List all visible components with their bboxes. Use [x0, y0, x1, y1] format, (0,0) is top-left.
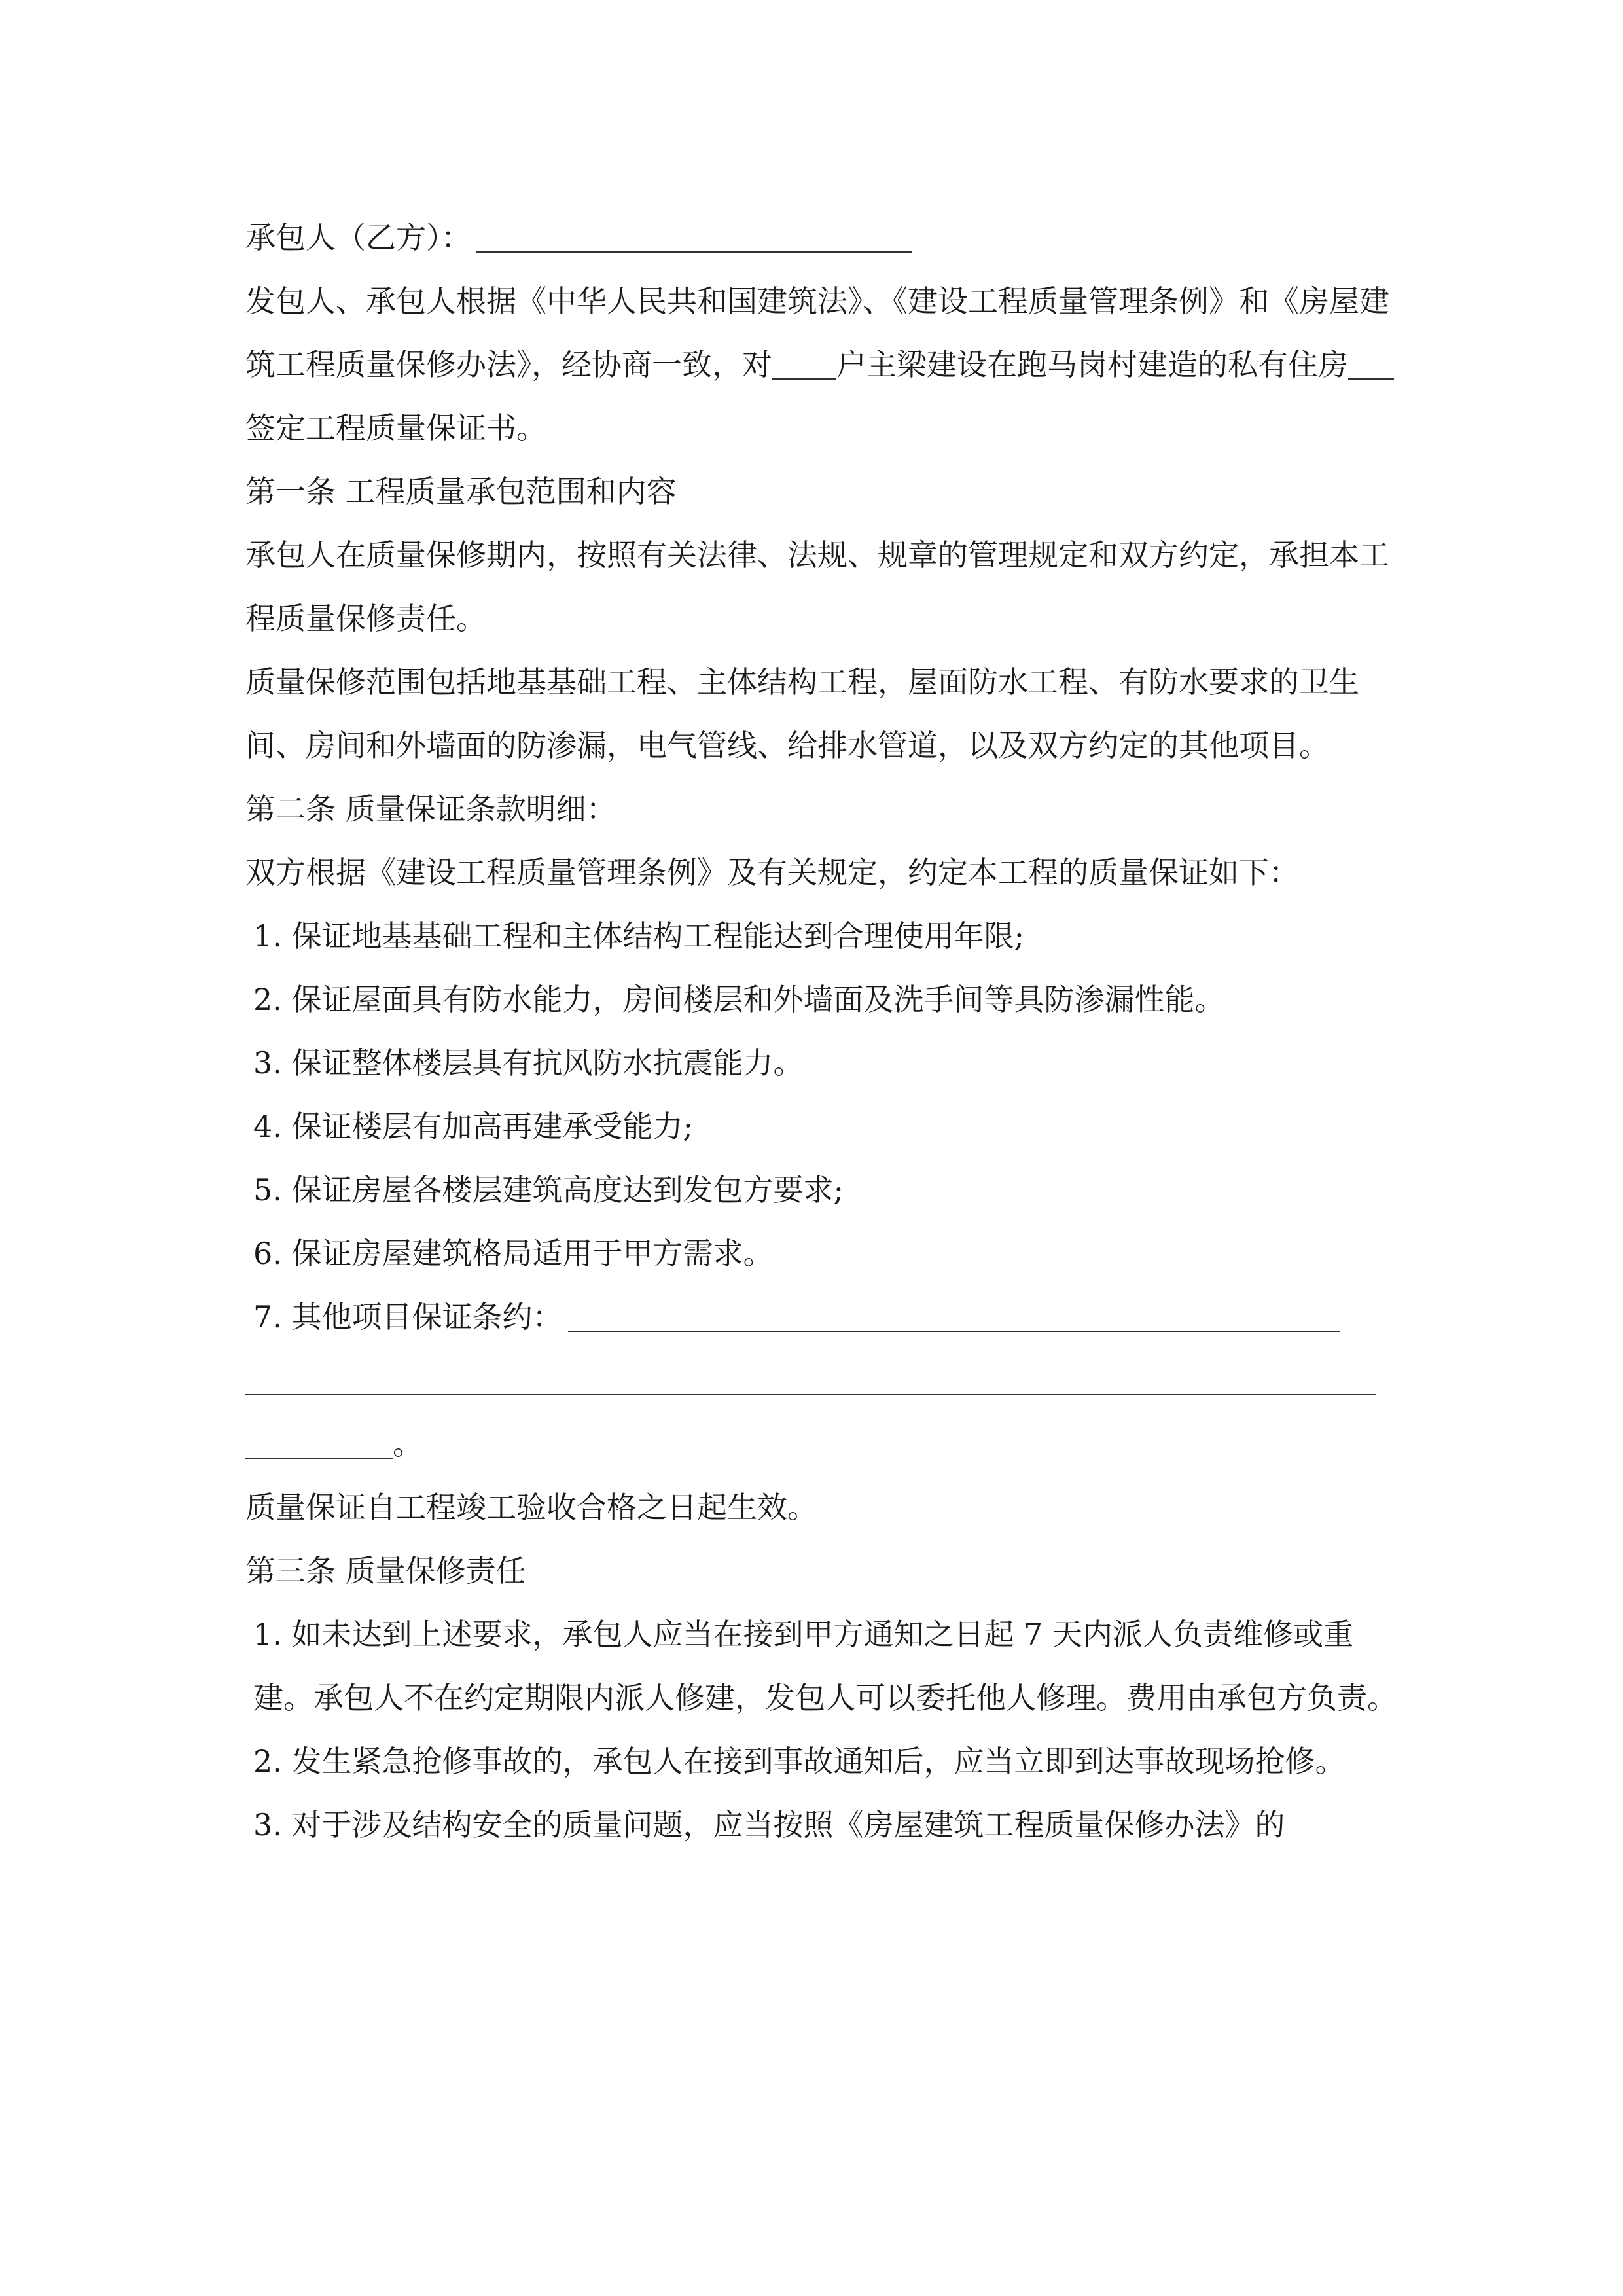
article1-title: 第一条 工程质量承包范围和内容 [245, 474, 677, 509]
item7-blank-line3 [245, 1427, 393, 1459]
article3-item-2: 2. 发生紧急抢修事故的，承包人在接到事故通知后，应当立即到达事故现场抢修。 [253, 1744, 1346, 1779]
effective-clause: 质量保证自工程竣工验收合格之日起生效。 [245, 1490, 817, 1525]
intro-part3: 签定工程质量保证书。 [245, 410, 546, 446]
article1-para2: 质量保修范围包括地基基础工程、主体结构工程，屋面防水工程、有防水要求的卫生间、房间和外墙面的防渗漏，电气管线、给排水管道，以及双方约定的其他项目。 [245, 664, 1359, 763]
article1-para1: 承包人在质量保修期内，按照有关法律、法规、规章的管理规定和双方约定，承担本工程质量保修责任。 [245, 537, 1389, 636]
intro-part2: 户主梁建设在跑马岗村建造的私有住房 [836, 347, 1348, 382]
article2-intro: 双方根据《建设工程质量管理条例》及有关规定，约定本工程的质量保证如下： [245, 855, 1299, 890]
article3-item-3: 3. 对于涉及结构安全的质量问题，应当按照《房屋建筑工程质量保修办法》的 [253, 1807, 1285, 1842]
contract-body [245, 206, 1397, 1857]
house-blank [1348, 348, 1394, 380]
article2-item-4: 4. 保证楼层有加高再建承受能力; [253, 1109, 694, 1144]
item7-blank-line2 [245, 1364, 1376, 1395]
contractor-label: 承包人（乙方）： [245, 220, 471, 255]
item7-blank [568, 1300, 1340, 1332]
article3-item-1: 1. 如未达到上述要求，承包人应当在接到甲方通知之日起 7 天内派人负责维修或重建。承包人不在约定期限内派人修建，发包人可以委托他人修理。费用由承包方负责。 [253, 1617, 1397, 1715]
article2-item-6: 6. 保证房屋建筑格局适用于甲方需求。 [253, 1236, 774, 1271]
intro-paragraph [245, 270, 1397, 460]
item7-label: 7. 其他项目保证条约： [253, 1299, 563, 1335]
intro-part1: 发包人、承包人根据《中华人民共和国建筑法》、《建设工程质量管理条例》和《房屋建筑工程质量保修办法》，经协商一致，对 [245, 283, 1389, 382]
article2-item-5: 5. 保证房屋各楼层建筑高度达到发包方要求; [253, 1172, 844, 1208]
item7-tail [245, 1412, 1397, 1476]
contractor-line [245, 206, 1397, 270]
owner-blank [772, 348, 836, 380]
article2-item-1: 1. 保证地基基础工程和主体结构工程能达到合理使用年限; [253, 918, 1025, 954]
article3-title: 第三条 质量保修责任 [245, 1553, 526, 1588]
article2-item-2: 2. 保证屋面具有防水能力，房间楼层和外墙面及洗手间等具防渗漏性能。 [253, 982, 1225, 1017]
item7-continuation [245, 1349, 1397, 1412]
article2-item-3: 3. 保证整体楼层具有抗风防水抗震能力。 [253, 1045, 804, 1081]
item7-period: 。 [393, 1426, 423, 1462]
contractor-blank [476, 221, 912, 253]
article2-title: 第二条 质量保证条款明细： [245, 791, 616, 827]
article2-item-7 [245, 1285, 1397, 1349]
